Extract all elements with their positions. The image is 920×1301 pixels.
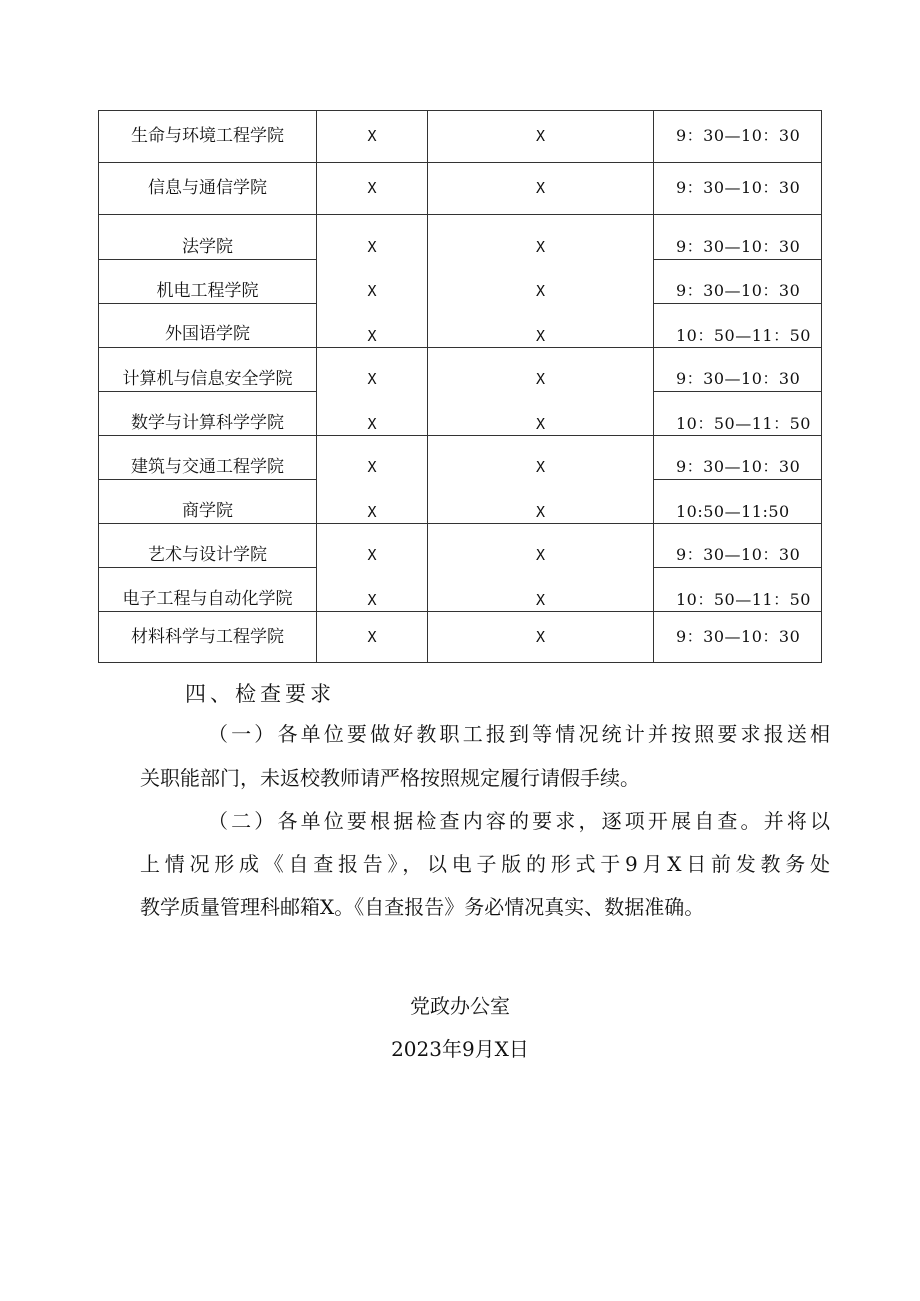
x-cell: X bbox=[535, 127, 546, 145]
time-cell: 10:50—11:50 bbox=[676, 502, 790, 521]
unit-cell: 法学院 bbox=[182, 237, 233, 257]
x-cell: X bbox=[367, 546, 377, 564]
unit-cell: 计算机与信息安全学院 bbox=[122, 369, 293, 389]
time-cell: 9：30—10：30 bbox=[676, 369, 801, 388]
time-cell: 9：30—10：30 bbox=[676, 178, 801, 197]
paragraph-line: （二）各单位要根据检查内容的要求，逐项开展自查。并将以 bbox=[208, 809, 830, 833]
unit-cell: 信息与通信学院 bbox=[148, 178, 267, 198]
x-cell: X bbox=[535, 179, 546, 197]
x-cell: X bbox=[367, 127, 377, 145]
x-cell: X bbox=[367, 415, 377, 433]
table-subrow-line-time bbox=[653, 303, 822, 304]
section-heading: 四、检查要求 bbox=[185, 682, 335, 706]
table-subrow-line-time bbox=[653, 391, 822, 392]
unit-cell: 商学院 bbox=[182, 501, 233, 521]
x-cell: X bbox=[535, 415, 546, 433]
x-cell: X bbox=[367, 370, 377, 388]
table-row-line bbox=[98, 611, 822, 612]
unit-cell: 建筑与交通工程学院 bbox=[131, 457, 284, 477]
table-subrow-line-time bbox=[653, 479, 822, 480]
table-subrow-line-time bbox=[653, 567, 822, 568]
time-cell: 9：30—10：30 bbox=[676, 545, 801, 564]
table-row-line bbox=[98, 435, 822, 436]
table-row-line bbox=[98, 347, 822, 348]
x-cell: X bbox=[367, 503, 377, 521]
x-cell: X bbox=[535, 458, 546, 476]
unit-cell: 材料科学与工程学院 bbox=[131, 627, 284, 647]
x-cell: X bbox=[367, 458, 377, 476]
x-cell: X bbox=[367, 282, 377, 300]
table-border-top bbox=[98, 110, 822, 111]
x-cell: X bbox=[535, 238, 546, 256]
time-cell: 9：30—10：30 bbox=[676, 627, 801, 646]
x-cell: X bbox=[535, 282, 546, 300]
table-row-line bbox=[98, 214, 822, 215]
table-divider-col3 bbox=[653, 110, 654, 663]
time-cell: 9：30—10：30 bbox=[676, 281, 801, 300]
table-subrow-line-unit bbox=[98, 567, 316, 568]
x-cell: X bbox=[535, 327, 546, 345]
x-cell: X bbox=[367, 591, 377, 609]
table-subrow-line-unit bbox=[98, 303, 316, 304]
unit-cell: 电子工程与自动化学院 bbox=[122, 589, 293, 609]
paragraph-line: 上情况形成《自查报告》，以电子版的形式于9月X日前发教务处 bbox=[140, 852, 830, 876]
unit-cell: 数学与计算科学学院 bbox=[131, 413, 284, 433]
table-subrow-line-time bbox=[653, 259, 822, 260]
x-cell: X bbox=[367, 327, 377, 345]
table-subrow-line-unit bbox=[98, 259, 316, 260]
signature-date: 2023年9月X日 bbox=[391, 1037, 529, 1061]
x-cell: X bbox=[535, 546, 546, 564]
unit-cell: 生命与环境工程学院 bbox=[131, 126, 284, 146]
paragraph-line: 关职能部门，未返校教师请严格按照规定履行请假手续。 bbox=[140, 766, 640, 790]
table-border-right bbox=[821, 110, 822, 663]
time-cell: 9：30—10：30 bbox=[676, 457, 801, 476]
unit-cell: 机电工程学院 bbox=[156, 281, 259, 301]
x-cell: X bbox=[535, 503, 546, 521]
time-cell: 10：50—11：50 bbox=[676, 414, 811, 433]
table-subrow-line-unit bbox=[98, 479, 316, 480]
x-cell: X bbox=[535, 628, 546, 646]
unit-cell: 艺术与设计学院 bbox=[148, 545, 267, 565]
time-cell: 9：30—10：30 bbox=[676, 126, 801, 145]
table-row-line bbox=[98, 162, 822, 163]
paragraph-line: 教学质量管理科邮箱X。《自查报告》务必情况真实、数据准确。 bbox=[140, 895, 705, 919]
x-cell: X bbox=[367, 179, 377, 197]
x-cell: X bbox=[535, 591, 546, 609]
table-border-bottom bbox=[98, 662, 822, 663]
time-cell: 10：50—11：50 bbox=[676, 590, 811, 609]
unit-cell: 外国语学院 bbox=[165, 324, 250, 344]
x-cell: X bbox=[367, 238, 377, 256]
x-cell: X bbox=[535, 370, 546, 388]
paragraph-line: （一）各单位要做好教职工报到等情况统计并按照要求报送相 bbox=[208, 722, 830, 746]
x-cell: X bbox=[367, 628, 377, 646]
time-cell: 9：30—10：30 bbox=[676, 237, 801, 256]
signature-office: 党政办公室 bbox=[410, 994, 510, 1018]
table-subrow-line-unit bbox=[98, 391, 316, 392]
time-cell: 10：50—11：50 bbox=[676, 326, 811, 345]
table-row-line bbox=[98, 523, 822, 524]
